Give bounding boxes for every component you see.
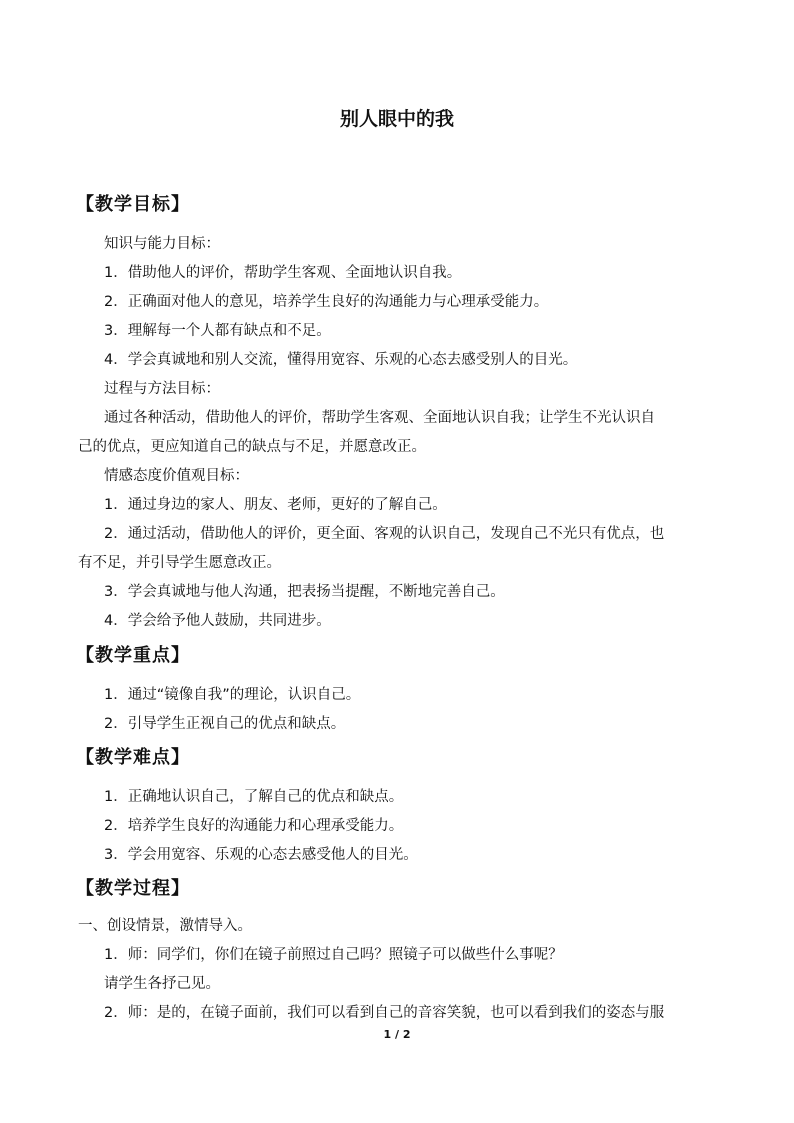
text-line: 4．学会真诚地和别人交流，懂得用宽容、乐观的心态去感受别人的目光。 (104, 352, 578, 368)
text-line: 2．师：是的，在镜子面前，我们可以看到自己的音容笑貌，也可以看到我们的姿态与服 (104, 1005, 665, 1021)
section-heading-difficult: 【教学难点】 (76, 747, 190, 768)
text-line: 请学生各抒己见。 (104, 976, 220, 992)
section-heading-goals: 【教学目标】 (76, 194, 190, 215)
text-line: 1．通过“镜像自我”的理论，认识自己。 (104, 687, 361, 703)
page-number: 1 / 2 (383, 1028, 411, 1041)
text-line: 通过各种活动，借助他人的评价，帮助学生客观、全面地认识自我；让学生不光认识自 (104, 410, 655, 426)
text-line: 有不足，并引导学生愿意改正。 (78, 555, 281, 571)
text-line: 己的优点，更应知道自己的缺点与不足，并愿意改正。 (78, 439, 426, 455)
text-line: 知识与能力目标： (104, 236, 220, 252)
text-line: 3．理解每一个人都有缺点和不足。 (104, 323, 331, 339)
section-heading-process: 【教学过程】 (76, 878, 190, 899)
text-line: 3．学会用宽容、乐观的心态去感受他人的目光。 (104, 847, 418, 863)
text-line: 1．通过身边的家人、朋友、老师，更好的了解自己。 (104, 497, 447, 513)
text-line: 一、创设情景，激情导入。 (78, 918, 252, 934)
page-title: 别人眼中的我 (339, 108, 454, 130)
text-line: 4．学会给予他人鼓励，共同进步。 (104, 613, 331, 629)
text-line: 1．师：同学们，你们在镜子前照过自己吗？照镜子可以做些什么事呢？ (104, 947, 563, 963)
section-heading-key: 【教学重点】 (76, 645, 190, 666)
text-line: 2．通过活动，借助他人的评价，更全面、客观的认识自己，发现自己不光只有优点，也 (104, 526, 665, 542)
text-line: 情感态度价值观目标： (104, 468, 249, 484)
text-line: 过程与方法目标： (104, 381, 220, 397)
text-line: 3．学会真诚地与他人沟通，把表扬当提醒，不断地完善自己。 (104, 584, 505, 600)
text-line: 2．引导学生正视自己的优点和缺点。 (104, 716, 346, 732)
text-line: 2．培养学生良好的沟通能力和心理承受能力。 (104, 818, 404, 834)
text-line: 1．正确地认识自己，了解自己的优点和缺点。 (104, 789, 404, 805)
text-line: 2．正确面对他人的意见，培养学生良好的沟通能力与心理承受能力。 (104, 294, 549, 310)
text-line: 1．借助他人的评价，帮助学生客观、全面地认识自我。 (104, 265, 462, 281)
